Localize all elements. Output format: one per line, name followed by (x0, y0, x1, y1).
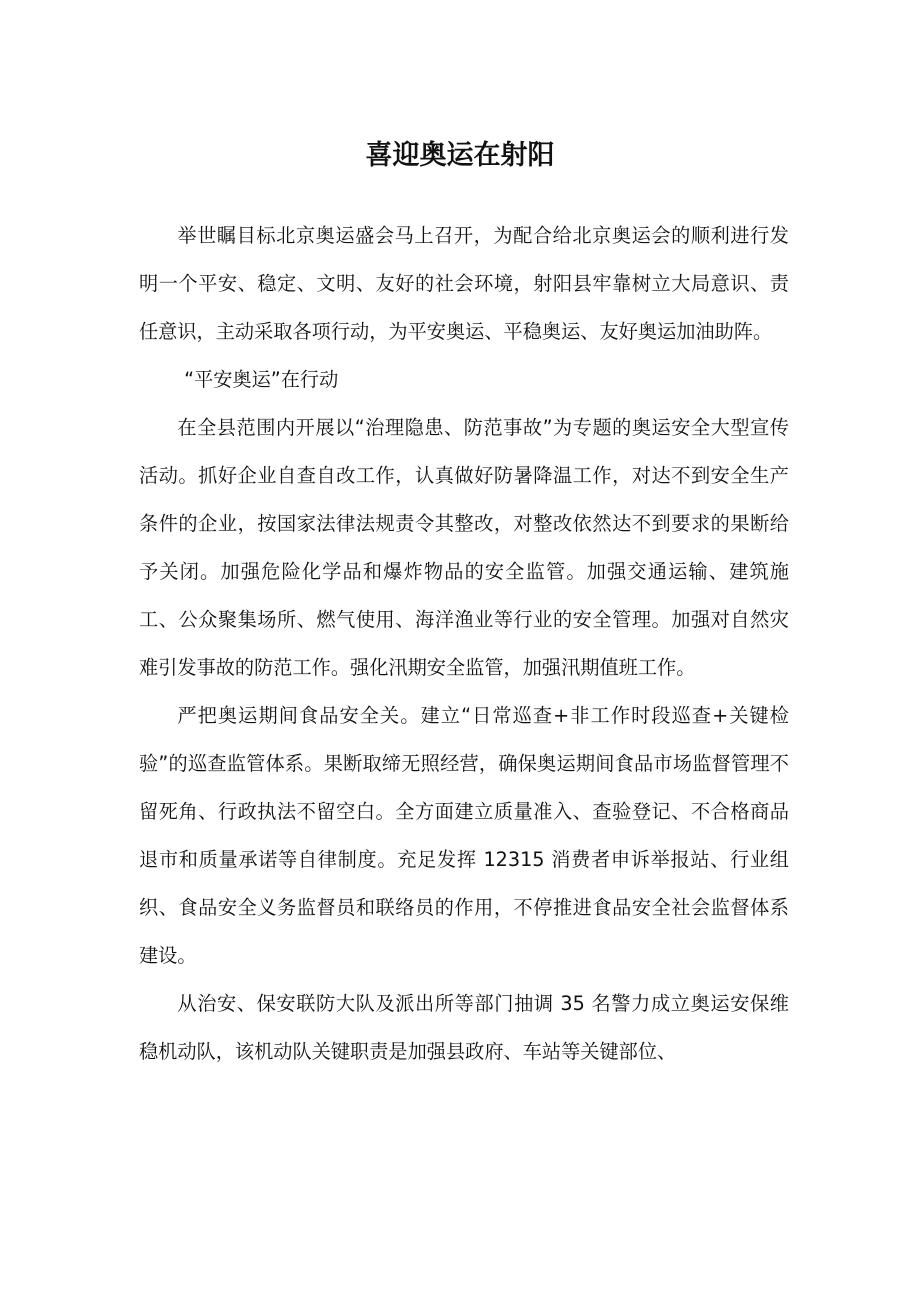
document-body (139, 212, 789, 1076)
paragraph-security-team: 从治安、保安联防大队及派出所等部门抽调 35 名警力成立奥运安保维稳机动队，该机动队关键职责是加强县政府、车站等关键部位、 (139, 992, 789, 1063)
document-title: 喜迎奥运在射阳 (365, 140, 555, 172)
paragraph-food-safety: 严把奥运期间食品安全关。建立“日常巡查+非工作时段巡查+关键检验”的巡查监管体系。果断取缔无照经营，确保奥运期间食品市场监督管理不留死角、行政执法不留空白。全方面建立质量准入、查验登记、不合格商品退市和质量承诺等自律制度。充足发挥 12315 消费者申诉举报站、行业组织、食品安全义务监督员和联络员的作用，不停推进食品安全社会监督体系建设。 (139, 704, 789, 967)
section-heading-safe-olympics: “平安奥运”在行动 (184, 368, 339, 391)
paragraph-safety-campaign: 在全县范围内开展以“治理隐患、防范事故”为专题的奥运安全大型宣传活动。抓好企业自查自改工作，认真做好防暑降温工作，对达不到安全生产条件的企业，按国家法律法规责令其整改，对整改依然达不到要求的果断给予关闭。加强危险化学品和爆炸物品的安全监管。加强交通运输、建筑施工、公众聚集场所、燃气使用、海洋渔业等行业的安全管理。加强对自然灾难引发事故的防范工作。强化汛期安全监管，加强汛期值班工作。 (139, 416, 789, 679)
paragraph-intro: 举世瞩目标北京奥运盛会马上召开，为配合给北京奥运会的顺利进行发明一个平安、稳定、文明、友好的社会环境，射阳县牢靠树立大局意识、责任意识，主动采取各项行动，为平安奥运、平稳奥运、友好奥运加油助阵。 (139, 224, 789, 343)
